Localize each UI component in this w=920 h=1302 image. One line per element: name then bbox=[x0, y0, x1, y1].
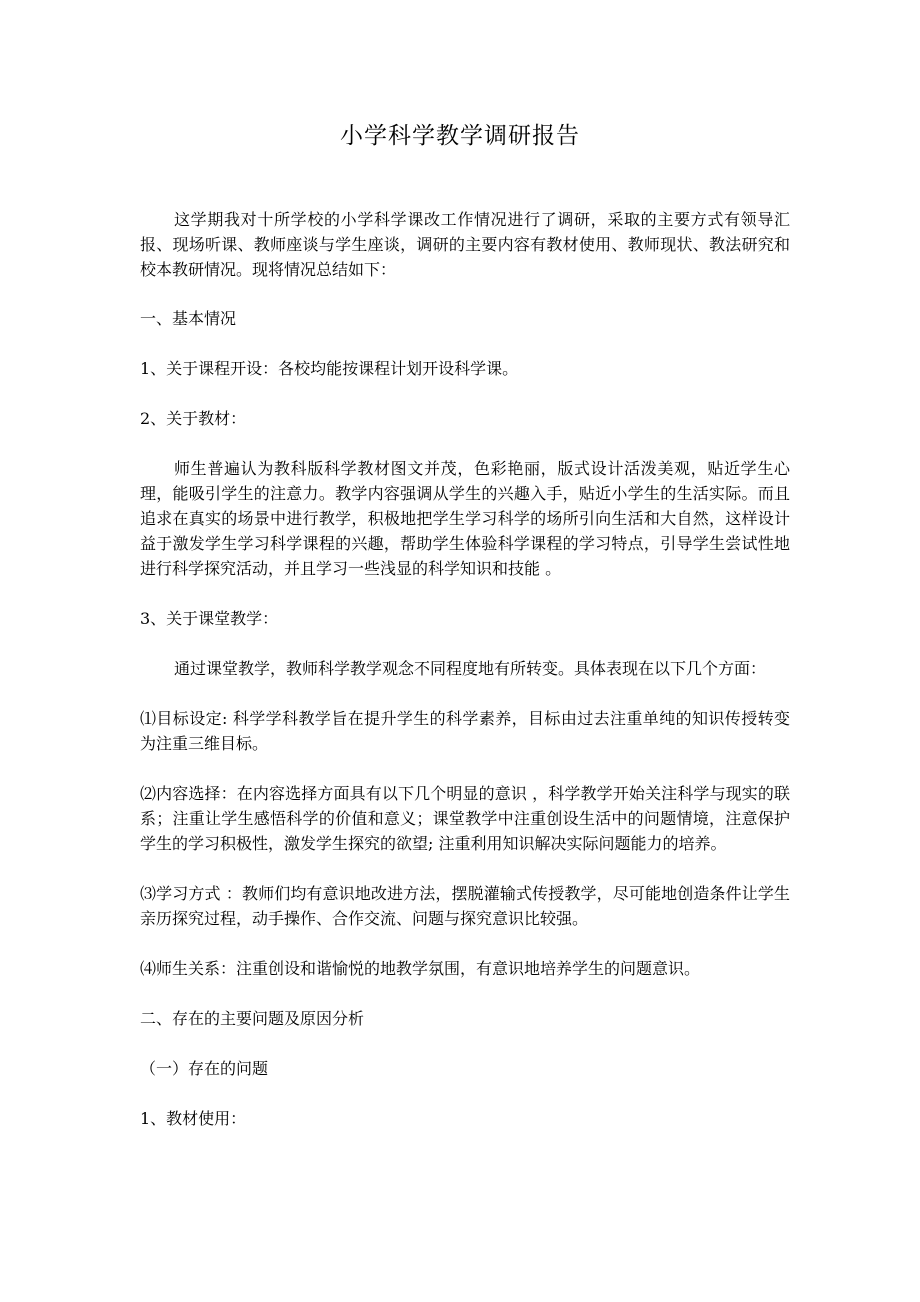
subsection-heading-existing: （一）存在的问题 bbox=[140, 1059, 269, 1078]
point-learning-method: ⑶学习方式 ：教师们均有意识地改进方法，摆脱灌输式传授教学，尽可能地创造条件让学生亲历探究过程，动手操作、合作交流、问题与探究意识比较强。 bbox=[140, 884, 790, 928]
point-goal-setting: ⑴目标设定: 科学学科教学旨在提升学生的科学素养，目标由过去注重单纯的知识传授转变为注重三维目标。 bbox=[140, 709, 790, 753]
item-course-setup: 1、关于课程开设：各校均能按课程计划开设科学课。 bbox=[140, 359, 519, 378]
point-content-selection: ⑵内容选择：在内容选择方面具有以下几个明显的意识 ，科学教学开始关注科学与现实的联系；注重让学生感悟科学的价值和意义；课堂教学中注重创设生活中的问题情境，注意保护学生的学习积极性，激发学生探究的欲望; 注重利用知识解决实际问题能力的培养。 bbox=[140, 784, 790, 853]
section-heading-basic: 一、基本情况 bbox=[140, 309, 237, 328]
item-textbook-heading: 2、关于教材： bbox=[140, 409, 247, 428]
document-title: 小学科学教学调研报告 bbox=[340, 123, 580, 149]
textbook-paragraph: 师生普遍认为教科版科学教材图文并茂，色彩艳丽，版式设计活泼美观，贴近学生心理，能吸引学生的注意力。教学内容强调从学生的兴趣入手，贴近小学生的生活实际。而且追求在真实的场景中进行教学，积极地把学生学习科学的场所引向生活和大自然，这样设计益于激发学生学习科学课程的兴趣，帮助学生体验科学课程的学习特点，引导学生尝试性地进行科学探究活动，并且学习一些浅显的科学知识和技能 。 bbox=[140, 459, 790, 578]
intro-paragraph: 这学期我对十所学校的小学科学课改工作情况进行了调研，采取的主要方式有领导汇报、现场听课、教师座谈与学生座谈，调研的主要内容有教材使用、教师现状、教法研究和校本教研情况。现将情况总结如下： bbox=[140, 210, 790, 279]
section-heading-problems: 二、存在的主要问题及原因分析 bbox=[140, 1009, 365, 1028]
item-textbook-use: 1、教材使用： bbox=[140, 1109, 247, 1128]
document-body bbox=[140, 207, 790, 1131]
classroom-paragraph: 通过课堂教学，教师科学教学观念不同程度地有所转变。具体表现在以下几个方面： bbox=[174, 659, 767, 678]
point-teacher-student: ⑷师生关系：注重创设和谐愉悦的地教学氛围，有意识地培养学生的问题意识。 bbox=[140, 959, 701, 978]
item-classroom-heading: 3、关于课堂教学： bbox=[140, 609, 279, 628]
